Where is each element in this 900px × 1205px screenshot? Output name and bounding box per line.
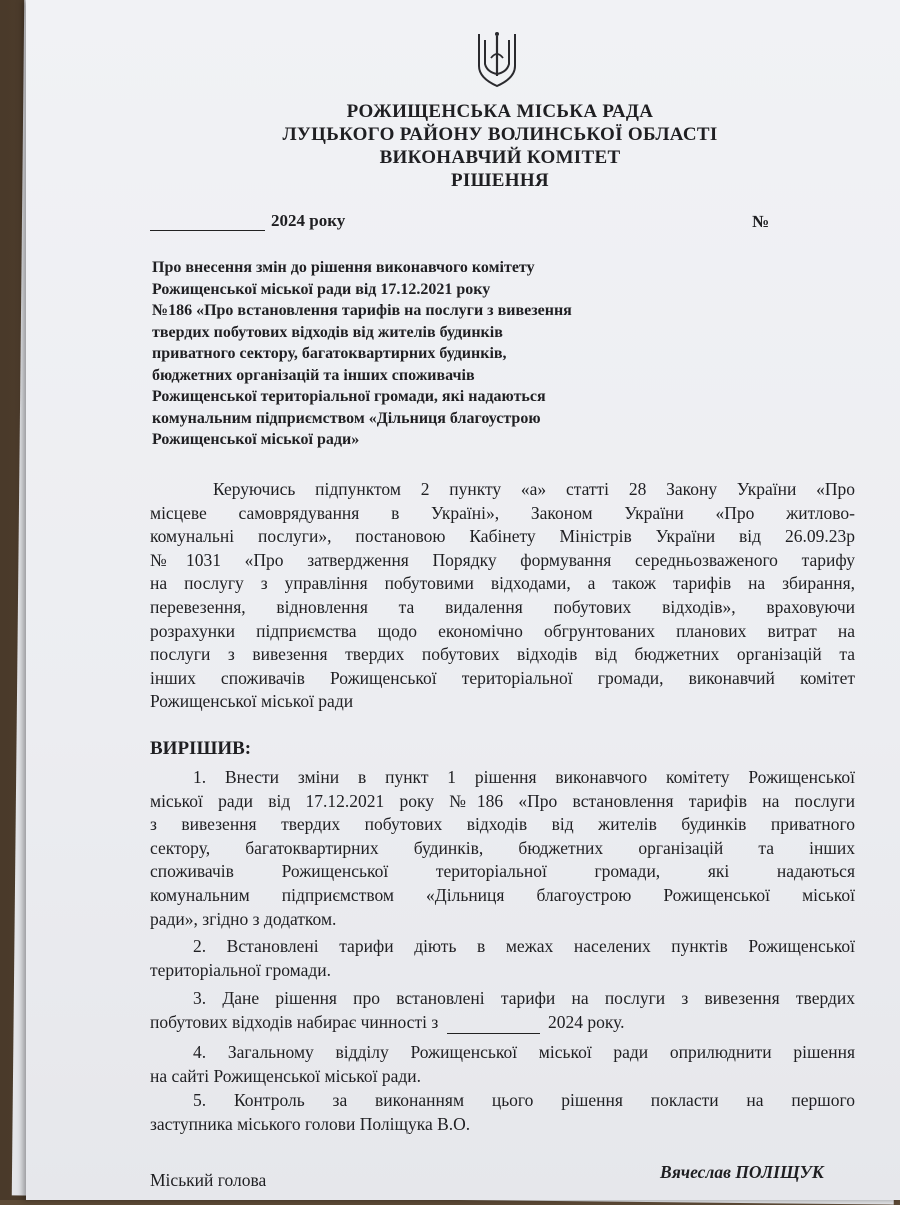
council-name: РОЖИЩЕНСЬКА МІСЬКА РАДА xyxy=(346,101,654,122)
item3-text-b: 2024 року. xyxy=(548,1011,625,1032)
item-4 xyxy=(150,1041,855,1088)
committee-name: ВИКОНАВЧИЙ КОМІТЕТ xyxy=(379,147,621,168)
item-line: ради», згідно з додатком. xyxy=(150,908,337,929)
signatory-name: Вячеслав ПОЛІЩУК xyxy=(660,1162,824,1182)
decision-subject xyxy=(152,257,672,451)
item-line: комунальним підприємством «Дільниця благоустрою Рожищенської міської xyxy=(150,884,855,905)
preamble-line: №1031 «Про затвердження Порядку формування середньозваженого тарифу xyxy=(150,549,855,570)
date-blank xyxy=(150,214,265,231)
preamble-line: перевезення, відновлення та видалення побутових відходів», враховуючи xyxy=(150,596,855,617)
item-line: міської ради від 17.12.2021 року №186 «Про встановлення тарифів на послуги xyxy=(150,790,855,811)
subject-line: №186 «Про встановлення тарифів на послуги з вивезення xyxy=(152,302,572,319)
subject-line: твердих побутових відходів від жителів будинків xyxy=(152,323,503,341)
item3-text-a: побутових відходів набирає чинності з xyxy=(150,1011,439,1032)
item-line: 1. Внести зміни в пункт 1 рішення виконавчого комітету Рожищенської xyxy=(193,767,855,787)
date-line xyxy=(150,211,345,231)
preamble-line: інших споживачів Рожищенської територіальної громади, виконавчий комітет xyxy=(150,667,855,688)
trident-emblem-icon xyxy=(473,28,521,88)
item-5 xyxy=(150,1089,855,1136)
preamble-line: місцеве самоврядування в Україні», Законом України «Про житлово- xyxy=(150,502,855,523)
item-2 xyxy=(150,935,855,982)
item-1 xyxy=(150,766,855,931)
item-line: 2. Встановлені тарифи діють в межах населених пунктів Рожищенської xyxy=(193,936,855,956)
subject-line: Рожищенської територіальної громади, які надаються xyxy=(152,388,546,405)
item-line: на сайті Рожищенської міської ради. xyxy=(150,1065,421,1086)
subject-line: Рожищенської міської ради від 17.12.2021 року xyxy=(152,280,491,298)
preamble-line: комунальні послуги», постановою Кабінету Міністрів України від 26.09.23р xyxy=(150,526,855,547)
effective-date-blank xyxy=(447,1017,540,1034)
document-type: РІШЕННЯ xyxy=(451,170,549,191)
date-text: 2024 року xyxy=(271,211,346,230)
item-line: споживачів Рожищенської територіальної громади, які надаються xyxy=(150,861,855,882)
subject-line: Рожищенської міської ради» xyxy=(152,431,360,448)
item-line: заступника міського голови Поліщука В.О. xyxy=(150,1113,471,1134)
item-line: 5. Контроль за виконанням цього рішення покласти на першого xyxy=(193,1090,855,1110)
item-line: територіальної громади. xyxy=(150,959,332,980)
item-line: 3. Дане рішення про встановлені тарифи на послуги з вивезення твердих xyxy=(193,988,855,1008)
resolved-heading: ВИРІШИВ: xyxy=(150,738,252,759)
subject-line: бюджетних організацій та інших споживачів xyxy=(152,366,475,384)
preamble-line: Керуючись підпунктом 2 пункту «а» статті 28 Закону України «Про xyxy=(213,479,855,499)
subject-line: Про внесення змін до рішення виконавчого комітету xyxy=(152,259,535,276)
preamble-line: послуги з вивезення твердих побутових відходів від бюджетних організацій та xyxy=(150,644,855,665)
preamble-paragraph xyxy=(150,478,855,714)
preamble-line: розрахунки підприємства щодо економічно обгрунтованих планових витрат на xyxy=(150,620,855,641)
preamble-line: Рожищенської міської ради xyxy=(150,691,354,712)
subject-line: приватного сектору, багатоквартирних будинків, xyxy=(152,345,507,362)
signatory-title: Міський голова xyxy=(150,1170,267,1190)
subject-line: комунальним підприємством «Дільниця благоустрою xyxy=(152,409,541,427)
item-line: 4. Загальному відділу Рожищенської міської ради оприлюднити рішення xyxy=(193,1042,855,1062)
number-sign: № xyxy=(752,212,770,231)
item-line xyxy=(150,1011,855,1035)
item-line: з вивезення твердих побутових відходів від жителів будинків приватного xyxy=(150,814,855,835)
district-name: ЛУЦЬКОГО РАЙОНУ ВОЛИНСЬКОЇ ОБЛАСТІ xyxy=(282,124,718,145)
preamble-line: на послугу з управління побутовими відходами, а також тарифів на збирання, xyxy=(150,573,855,594)
item-line: сектору, багатоквартирних будинків, бюджетних організацій та інших xyxy=(150,837,855,858)
item-3 xyxy=(150,987,855,1034)
